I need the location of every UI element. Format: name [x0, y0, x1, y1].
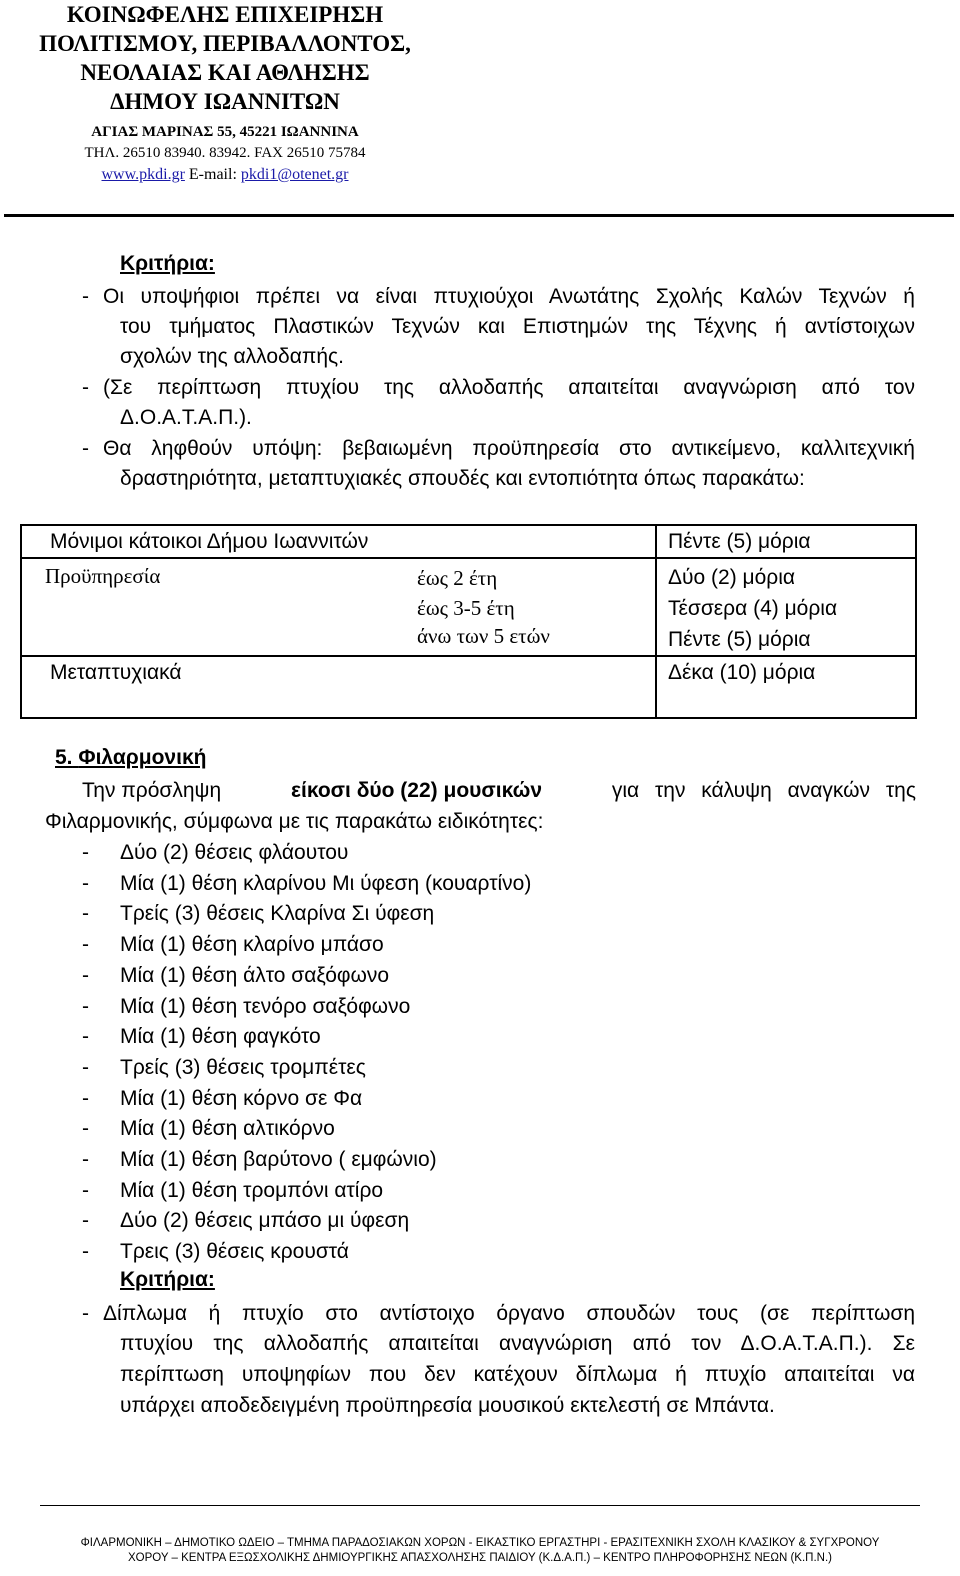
table-cell — [656, 656, 916, 718]
criteria-line: Θα ληφθούν υπόψη: βεβαιωμένη προϋπηρεσία στο αντικείμενο, καλλιτεχνική — [103, 437, 915, 460]
bullet-dash: - — [82, 437, 89, 460]
bullet-dash: - — [82, 902, 89, 926]
residents-label: Μόνιμοι κάτοικοι Δήμου Ιωαννιτών — [50, 530, 369, 553]
criteria-line: υπάρχει αποδεδειγμένη προϋπηρεσία μουσικού εκτελεστή σε Μπάντα. — [120, 1394, 775, 1417]
position-item: Μία (1) θέση άλτο σαξόφωνο — [120, 963, 390, 987]
organization-header — [0, 0, 450, 186]
org-name-line: ΚΟΙΝΩΦΕΛΗΣ ΕΠΙΧΕΙΡΗΣΗ — [66, 2, 384, 27]
position-item: Δύο (2) θέσεις μπάσο μι ύφεση — [120, 1209, 410, 1233]
bullet-dash: - — [82, 1240, 89, 1264]
criteria-line: (Σε περίπτωση πτυχίου της αλλοδαπής απαιτείται αναγνώριση από τον — [103, 376, 915, 399]
position-item: Τρεις (3) θέσεις κρουστά — [120, 1240, 349, 1264]
org-name-line: ΔΗΜΟΥ ΙΩΑΝΝΙΤΩΝ — [110, 89, 340, 114]
criteria-line: πτυχίου της αλλοδαπής απαιτείται αναγνώριση από τον Δ.Ο.Α.Τ.Α.Π.). Σε — [120, 1332, 915, 1355]
bullet-dash: - — [82, 376, 89, 399]
bullet-dash: - — [82, 1148, 89, 1171]
criteria-heading: Κριτήρια: — [120, 252, 215, 275]
footer-divider — [40, 1505, 920, 1506]
table-cell — [656, 558, 916, 656]
table-row — [21, 656, 916, 718]
experience-range: έως 2 έτη — [417, 566, 498, 590]
bullet-dash: - — [82, 1117, 89, 1141]
experience-points: Τέσσερα (4) μόρια — [668, 597, 838, 620]
email-label: E-mail: — [188, 166, 237, 183]
position-item: Τρείς (3) θέσεις τρομπέτες — [120, 1055, 366, 1079]
criteria-heading: Κριτήρια: — [120, 1268, 215, 1291]
bullet-dash: - — [82, 963, 89, 987]
intro-line-2: Φιλαρμονικής, σύμφωνα με τις παρακάτω ειδικότητες: — [45, 810, 544, 833]
criteria-line: Δίπλωμα ή πτυχίο στο αντίστοιχο όργανο σπουδών τους (σε περίπτωση — [103, 1302, 915, 1325]
intro-line — [82, 776, 916, 806]
bullet-dash: - — [82, 841, 89, 864]
table-cell — [21, 525, 656, 558]
footer-line: ΦΙΛΑΡΜΟΝΙΚΗ – ΔΗΜΟΤΙΚΟ ΩΔΕΙΟ – ΤΜΗΜΑ ΠΑΡΑΔΟΣΙΑΚΩΝ ΧΟΡΩΝ - ΕΙΚΑΣΤΙΚΟ ΕΡΓΑΣΤΗΡΙ - ΕΡΑΣΙΤΕΧΝΙΚΗ ΣΧΟΛΗ ΚΛΑΣΙΚΟΥ & ΣΥΓΧΡΟΝΟΥ — [80, 1537, 880, 1549]
intro-bold: είκοσι δύο (22) μουσικών — [291, 779, 543, 802]
bullet-dash: - — [82, 1178, 89, 1202]
position-item: Μία (1) θέση φαγκότο — [120, 1025, 321, 1049]
bullet-dash: - — [82, 1025, 89, 1049]
org-name-line: ΝΕΟΛΑΙΑΣ ΚΑΙ ΑΘΛΗΣΗΣ — [80, 60, 370, 85]
email-link[interactable]: pkdi1@otenet.gr — [240, 166, 349, 183]
footer-line: ΧΟΡΟΥ – ΚΕΝΤΡΑ ΕΞΩΣΧΟΛΙΚΗΣ ΔΗΜΙΟΥΡΓΙΚΗΣ ΑΠΑΣΧΟΛΗΣΗΣ ΠΑΙΔΙΟΥ (Κ.Δ.Α.Π.) – ΚΕΝΤΡΟ ΠΛΗΡΟΦΟΡΗΣΗΣ ΝΕΩΝ (Κ.Π.Ν.) — [128, 1552, 832, 1564]
bullet-dash: - — [82, 933, 89, 957]
criteria-line: Οι υποψήφιοι πρέπει να είναι πτυχιούχοι Ανωτάτης Σχολής Καλών Τεχνών ή — [103, 285, 915, 308]
org-address: ΑΓΙΑΣ ΜΑΡΙΝΑΣ 55, 45221 ΙΩΑΝΝΙΝΑ — [91, 124, 359, 140]
position-item: Μία (1) θέση αλτικόρνο — [120, 1117, 335, 1141]
criteria-line: Δ.Ο.Α.Τ.Α.Π.). — [120, 406, 252, 429]
org-name-line: ΠΟΛΙΤΙΣΜΟΥ, ΠΕΡΙΒΑΛΛΟΝΤΟΣ, — [39, 31, 411, 56]
experience-label: Προϋπηρεσία — [45, 564, 161, 588]
footer — [0, 1536, 960, 1566]
header-divider — [4, 214, 954, 217]
criteria-line: σχολών της αλλοδαπής. — [120, 345, 344, 368]
position-item: Τρείς (3) θέσεις Κλαρίνα Σι ύφεση — [120, 902, 435, 926]
experience-points: Δύο (2) μόρια — [668, 566, 796, 589]
criteria-line: δραστηριότητα, μεταπτυχιακές σπουδές και εντοπιότητα όπως παρακάτω: — [120, 467, 805, 490]
table-cell — [656, 525, 916, 558]
bullet-dash: - — [82, 1302, 89, 1325]
position-item: Μία (1) θέση βαρύτονο ( εμφώνιο) — [120, 1148, 437, 1171]
intro-post: για την κάλυψη αναγκών της — [611, 779, 916, 802]
residents-points: Πέντε (5) μόρια — [668, 530, 811, 553]
section-title — [55, 746, 206, 770]
table-cell — [21, 558, 656, 656]
bullet-dash: - — [82, 285, 89, 308]
org-phone: ΤΗΛ. 26510 83940. 83942. FAX 26510 75784 — [84, 145, 366, 161]
criteria-line: του τμήματος Πλαστικών Τεχνών και Επιστημών της Τέχνης ή αντίστοιχων — [120, 315, 915, 338]
position-item: Μία (1) θέση τενόρο σαξόφωνο — [120, 994, 411, 1018]
experience-range: άνω των 5 ετών — [417, 624, 550, 648]
website-link[interactable]: www.pkdi.gr — [101, 166, 185, 183]
criteria-line: περίπτωση υποψηφίων που δεν κατέχουν δίπλωμα ή πτυχίο απαιτείται να — [120, 1363, 915, 1386]
bullet-dash: - — [82, 1209, 89, 1233]
intro-pre: Την πρόσληψη — [82, 779, 222, 802]
experience-range: έως 3-5 έτη — [417, 596, 515, 620]
position-item: Μία (1) θέση κλαρίνο μπάσο — [120, 933, 384, 957]
org-contacts — [0, 164, 450, 186]
section-name: Φιλαρμονική — [78, 746, 207, 769]
table-row — [21, 525, 916, 558]
bullet-dash: - — [82, 871, 89, 895]
experience-points: Πέντε (5) μόρια — [668, 628, 811, 651]
position-item: Μία (1) θέση κλαρίνου Μι ύφεση (κουαρτίνο) — [120, 871, 532, 895]
postgrad-label: Μεταπτυχιακά — [50, 661, 182, 684]
bullet-dash: - — [82, 994, 89, 1018]
position-item: Δύο (2) θέσεις φλάουτου — [120, 841, 349, 864]
bullet-dash: - — [82, 1086, 89, 1110]
bullet-dash: - — [82, 1055, 89, 1079]
table-cell — [21, 656, 656, 718]
section-number: 5. — [55, 746, 73, 769]
table-row — [21, 558, 916, 656]
points-table — [20, 524, 917, 719]
position-item: Μία (1) θέση κόρνο σε Φα — [120, 1086, 363, 1110]
position-item: Μία (1) θέση τρομπόνι ατίρο — [120, 1178, 384, 1202]
postgrad-points: Δέκα (10) μόρια — [668, 661, 816, 684]
